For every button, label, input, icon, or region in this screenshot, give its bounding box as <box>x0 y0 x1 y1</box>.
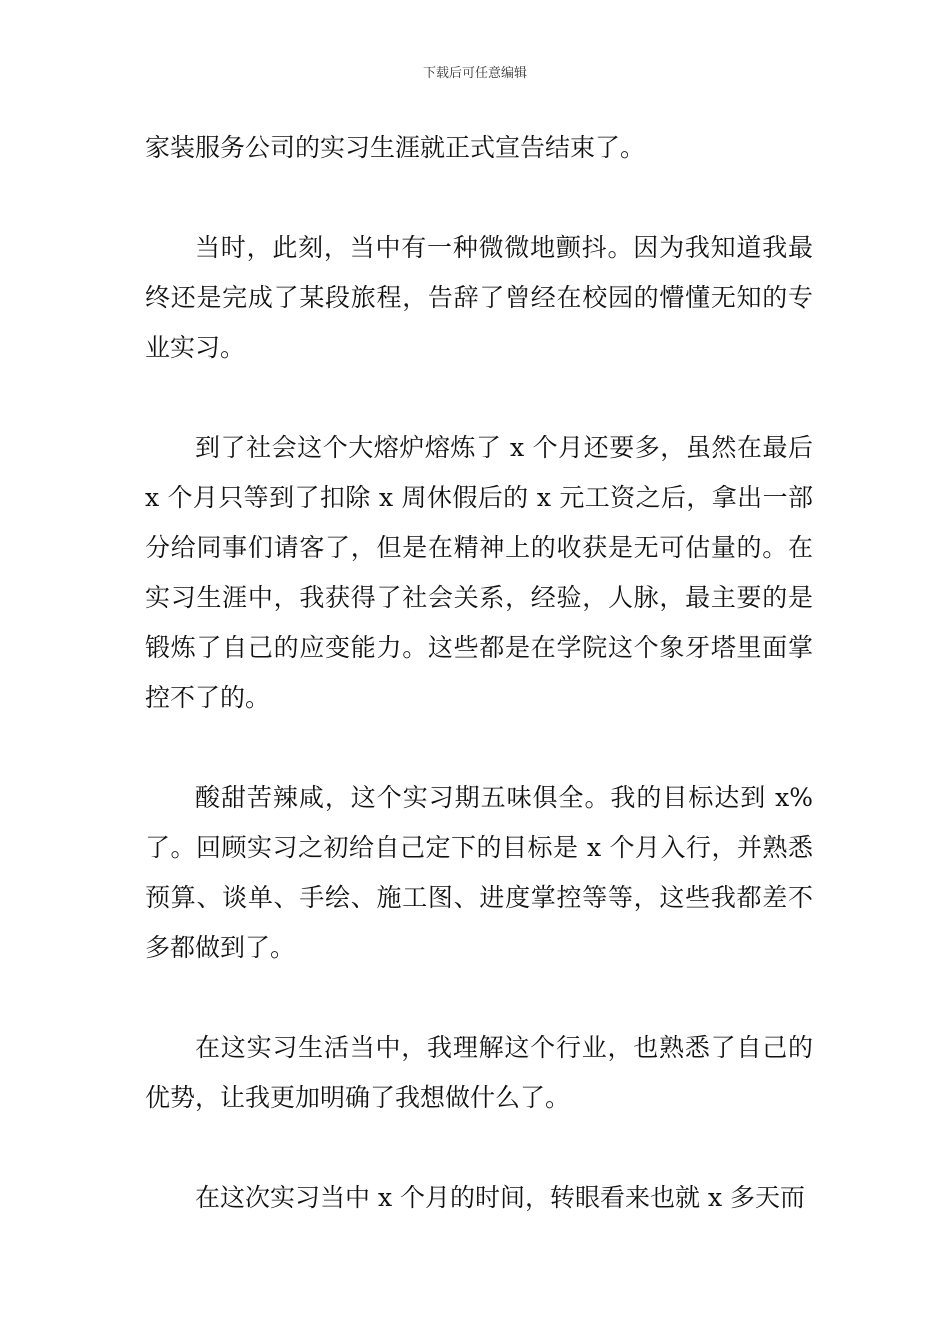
document-body <box>145 123 813 1223</box>
paragraph: 酸甜苦辣咸，这个实习期五味俱全。我的目标达到 x% 了。回顾实习之初给自己定下的目标是 x 个月入行，并熟悉预算、谈单、手绘、施工图、进度掌控等等，这些我都差不多都做到了。 <box>145 783 813 962</box>
paragraph: 在这次实习当中 x 个月的时间，转眼看来也就 x 多天而 <box>195 1183 805 1212</box>
paragraph-continuation: 家装服务公司的实习生涯就正式宣告结束了。 <box>145 133 646 162</box>
paragraph: 当时，此刻，当中有一种微微地颤抖。因为我知道我最终还是完成了某段旅程，告辞了曾经在校园的懵懂无知的专业实习。 <box>145 233 813 362</box>
paragraph: 在这实习生活当中，我理解这个行业，也熟悉了自己的优势，让我更加明确了我想做什么了。 <box>145 1033 813 1112</box>
page-header-note: 下载后可任意编辑 <box>422 66 527 81</box>
paragraph: 到了社会这个大熔炉熔炼了 x 个月还要多，虽然在最后 x 个月只等到了扣除 x 周休假后的 x 元工资之后，拿出一部分给同事们请客了，但是在精神上的收获是无可估量的。在实习生涯中，我获得了社会关系，经验，人脉，最主要的是锻炼了自己的应变能力。这些都是在学院这个象牙塔里面掌控不了的。 <box>145 433 813 712</box>
